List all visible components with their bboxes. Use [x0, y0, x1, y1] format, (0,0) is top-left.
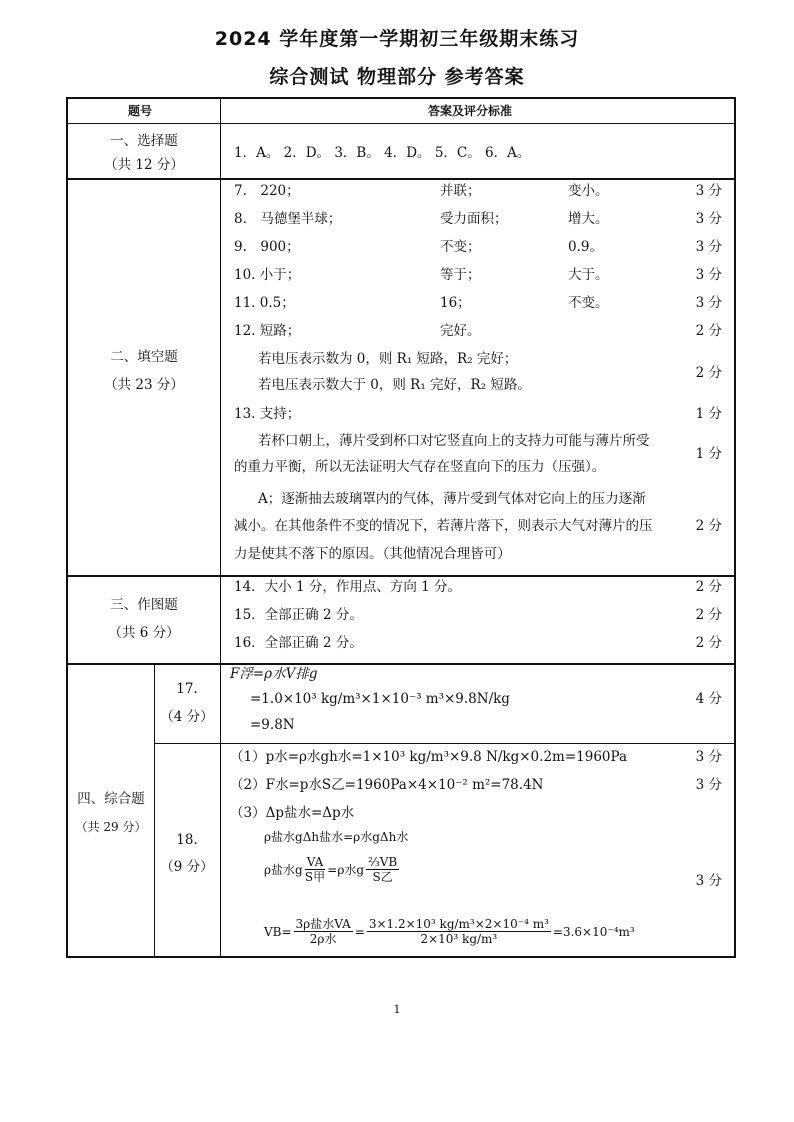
section4-points: （共 29 分） — [75, 820, 147, 834]
q16-text: 16．全部正确 2 分。 — [234, 635, 363, 651]
q18-eq-mid: =ρ水g — [327, 862, 365, 877]
section1-divider — [68, 178, 734, 180]
section2-points: （共 23 分） — [104, 377, 184, 393]
q17-line3: =9.8N — [250, 717, 295, 733]
q17-line1: F浮=ρ水V排g — [230, 666, 318, 682]
section3-name: 三、作图题 — [110, 597, 178, 613]
q18-part3-line1: （3）Δp盐水=Δp水 — [230, 805, 355, 821]
answer-table — [66, 97, 736, 958]
q18-final-equation — [264, 917, 635, 947]
q10-answer3: 大于。 — [568, 267, 609, 283]
section4-name: 四、综合题 — [77, 791, 145, 807]
q10-answer2: 等于； — [440, 267, 481, 283]
q18-frac1 — [305, 855, 326, 885]
q13-score1: 1 分 — [695, 406, 722, 422]
q18-score2: 3 分 — [695, 777, 722, 793]
q18-frac2 — [366, 855, 399, 885]
q18-eq-left: ρ盐水g — [264, 862, 303, 877]
q7-answer2: 并联； — [440, 183, 481, 199]
q18-frac1-den: S甲 — [304, 870, 326, 885]
subcolumn-divider — [154, 663, 155, 956]
q7-answer1: 7. 220； — [234, 183, 300, 199]
q15-score: 2 分 — [695, 607, 722, 623]
q18-final-frac2-den: 2×10³ kg/m³ — [420, 932, 498, 947]
document-subtitle: 综合测试 物理部分 参考答案 — [269, 66, 525, 88]
q18-final-eq: = — [354, 924, 365, 939]
q12-line2: 若电压表示数大于 0，则 R₁ 完好，R₂ 短路。 — [258, 377, 531, 393]
q9-answer2: 不变； — [440, 239, 481, 255]
q10-score: 3 分 — [695, 267, 722, 283]
q13-p1-line1: 若杯口朝上，薄片受到杯口对它竖直向上的支持力可能与薄片所受 — [258, 433, 650, 449]
q9-answer3: 0.9。 — [568, 239, 603, 255]
q18-part3-equation — [264, 855, 399, 885]
q12-answer1: 12. 短路； — [234, 323, 301, 339]
section2-name: 二、填空题 — [110, 349, 178, 365]
q12-score: 2 分 — [695, 323, 722, 339]
section3-divider — [68, 663, 734, 665]
q11-answer3: 不变。 — [568, 295, 609, 311]
q13-p2-line2: 减小。在其他条件不变的情况下，若薄片落下，则表示大气对薄片的压 — [234, 518, 653, 534]
q16-score: 2 分 — [695, 635, 722, 651]
header-divider — [68, 123, 734, 124]
q13-label: 13. 支持； — [234, 406, 301, 422]
q15-text: 15．全部正确 2 分。 — [234, 607, 363, 623]
q12-answer2: 完好。 — [440, 323, 481, 339]
section1-name: 一、选择题 — [110, 133, 178, 149]
q18-final-left: VB= — [264, 924, 292, 939]
q12-line1: 若电压表示数为 0，则 R₁ 短路，R₂ 完好； — [258, 351, 518, 367]
document-title: 2024 学年度第一学期初三年级期末练习 — [214, 28, 580, 50]
header-question-number: 题号 — [128, 104, 153, 118]
q13-score3: 2 分 — [695, 518, 722, 534]
q18-final-frac1-den: 2ρ水 — [309, 932, 337, 947]
q17-divider — [154, 743, 734, 744]
q18-final-frac2 — [367, 917, 551, 947]
q18-frac2-num: ⅔VB — [368, 855, 398, 869]
q18-final-frac1-num: 3ρ盐水VA — [295, 917, 351, 931]
q8-answer3: 增大。 — [568, 211, 609, 227]
q18-points: （9 分） — [160, 859, 214, 875]
q18-frac1-num: VA — [306, 855, 324, 869]
q13-p2-line3: 力是使其不落下的原因。（其他情况合理皆可） — [234, 546, 511, 562]
q8-answer2: 受力面积； — [440, 211, 508, 227]
column-divider — [220, 99, 221, 956]
q18-score1: 3 分 — [695, 749, 722, 765]
q18-final-frac2-num: 3×1.2×10³ kg/m³×2×10⁻⁴ m³ — [368, 917, 549, 931]
section1-answers: 1．A。 2．D。 3．B。 4．D。 5．C。 6．A。 — [234, 145, 531, 161]
q11-answer1: 11. 0.5； — [234, 295, 295, 311]
q17-line2: =1.0×10³ kg/m³×1×10⁻³ m³×9.8N/kg — [250, 691, 510, 707]
q18-final-result: =3.6×10⁻⁴m³ — [552, 924, 635, 939]
q7-answer3: 变小。 — [568, 183, 609, 199]
q18-score3: 3 分 — [695, 873, 722, 889]
q18-label: 18. — [176, 832, 198, 848]
q17-score: 4 分 — [695, 691, 722, 707]
q9-score: 3 分 — [695, 239, 722, 255]
q12-score2: 2 分 — [695, 365, 722, 381]
q14-score: 2 分 — [695, 579, 722, 595]
section1-points: （共 12 分） — [104, 157, 184, 173]
q11-answer2: 16； — [440, 295, 471, 311]
q13-p2-line1: A；逐渐抽去玻璃罩内的气体，薄片受到气体对它向上的压力逐渐 — [258, 491, 646, 507]
q7-score: 3 分 — [695, 183, 722, 199]
page-number: 1 — [393, 1003, 401, 1016]
q8-answer1: 8. 马德堡半球； — [234, 211, 342, 227]
section2-divider — [68, 575, 734, 577]
q18-frac2-den: S乙 — [372, 870, 393, 885]
q18-part3-line2: ρ盐水gΔh盐水=ρ水gΔh水 — [264, 830, 409, 844]
section3-points: （共 6 分） — [108, 625, 180, 641]
q10-answer1: 10. 小于； — [234, 267, 301, 283]
q17-label: 17. — [176, 681, 198, 697]
q13-p1-line2: 的重力平衡，所以无法证明大气存在竖直向下的压力（压强）。 — [234, 459, 606, 475]
q13-score2: 1 分 — [695, 446, 722, 462]
q17-points: （4 分） — [160, 709, 214, 725]
q18-final-frac1 — [294, 917, 353, 947]
q11-score: 3 分 — [695, 295, 722, 311]
q18-part2: （2）F水=p水S乙=1960Pa×4×10⁻² m²=78.4N — [230, 777, 544, 793]
header-answer-standard: 答案及评分标准 — [428, 104, 513, 118]
q18-part1: （1）p水=ρ水gh水=1×10³ kg/m³×9.8 N/kg×0.2m=1960Pa — [230, 749, 628, 765]
q9-answer1: 9. 900； — [234, 239, 300, 255]
q14-text: 14．大小 1 分，作用点、方向 1 分。 — [234, 579, 462, 595]
q8-score: 3 分 — [695, 211, 722, 227]
